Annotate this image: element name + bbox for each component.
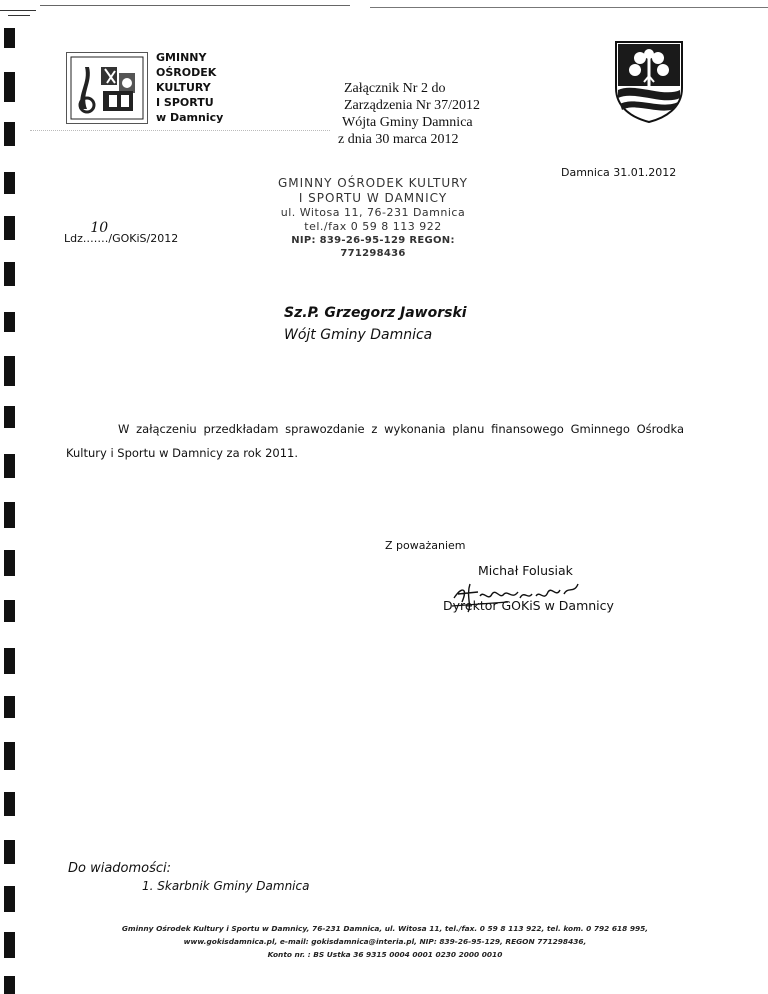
signer-name: Michał Folusiak bbox=[478, 563, 573, 578]
body-line: Kultury i Sportu w Damnicy za rok 2011. bbox=[66, 446, 299, 460]
annex-line: Zarządzenia Nr 37/2012 bbox=[344, 98, 481, 113]
reference-prefix: Ldz. bbox=[64, 232, 87, 245]
stamp-line: I SPORTU W DAMNICY bbox=[298, 191, 448, 205]
cc-heading: Do wiadomości: bbox=[68, 861, 172, 876]
stamp-line: NIP: 839-26-95-129 REGON: 771298436 bbox=[291, 235, 455, 259]
org-name-line: GMINNY bbox=[156, 51, 207, 64]
scan-top-line bbox=[40, 5, 350, 6]
closing-phrase: Z poważaniem bbox=[385, 539, 466, 552]
annex-line: Załącznik Nr 2 do bbox=[344, 81, 446, 96]
org-name-line: w Damnicy bbox=[156, 111, 224, 124]
reference-handwritten-number: 10 bbox=[90, 220, 109, 236]
footer-line: Gminny Ośrodek Kultury i Sportu w Damnicy, 76-231 Damnica, ul. Witosa 11, tel./fax. 0 59 8 113 922, tel. kom. 0 792 618 995, bbox=[121, 924, 649, 933]
org-name-line: I SPORTU bbox=[156, 96, 214, 109]
letter-date: Damnica 31.01.2012 bbox=[561, 166, 677, 179]
cc-item: 1. Skarbnik Gminy Damnica bbox=[142, 879, 310, 893]
body-line: W załączeniu przedkładam sprawozdanie z wykonania planu finansowego Gminnego Ośrodka bbox=[118, 422, 684, 436]
org-name-line: OŚRODEK bbox=[156, 66, 217, 79]
annex-reference bbox=[338, 80, 480, 148]
stamp-line: ul. Witosa 11, 76-231 Damnica bbox=[280, 206, 466, 219]
municipal-crest bbox=[610, 38, 688, 124]
reference-suffix: /GOKiS/2012 bbox=[108, 232, 179, 245]
footer-line: www.gokisdamnica.pl, e-mail: gokisdamnica@interia.pl, NIP: 839-26-95-129, REGON 771298436, bbox=[183, 937, 587, 946]
company-stamp bbox=[268, 176, 478, 260]
letter-footer bbox=[60, 922, 710, 961]
organization-name bbox=[156, 50, 223, 125]
stamp-line: GMINNY OŚRODEK KULTURY bbox=[277, 176, 469, 190]
stamp-line: tel./fax 0 59 8 113 922 bbox=[304, 220, 442, 233]
reference-number bbox=[64, 220, 179, 245]
org-name-line: KULTURY bbox=[156, 81, 211, 94]
letter-body bbox=[66, 417, 684, 465]
recipient-block bbox=[284, 302, 467, 346]
scan-top-line bbox=[370, 7, 768, 8]
signer-title: Dyrektor GOKiS w Damnicy bbox=[443, 598, 614, 613]
reference-dots: …… bbox=[86, 232, 109, 245]
recipient-name: Sz.P. Grzegorz Jaworski bbox=[284, 305, 467, 321]
annex-line: Wójta Gminy Damnica bbox=[342, 115, 473, 130]
divider bbox=[30, 130, 330, 131]
punch-hole-strip bbox=[4, 0, 18, 994]
recipient-title: Wójt Gminy Damnica bbox=[284, 327, 433, 343]
annex-line: z dnia 30 marca 2012 bbox=[338, 132, 459, 147]
organization-logo bbox=[66, 52, 148, 124]
footer-line: Konto nr. : BS Ustka 36 9315 0004 0001 0230 2000 0010 bbox=[267, 950, 503, 959]
